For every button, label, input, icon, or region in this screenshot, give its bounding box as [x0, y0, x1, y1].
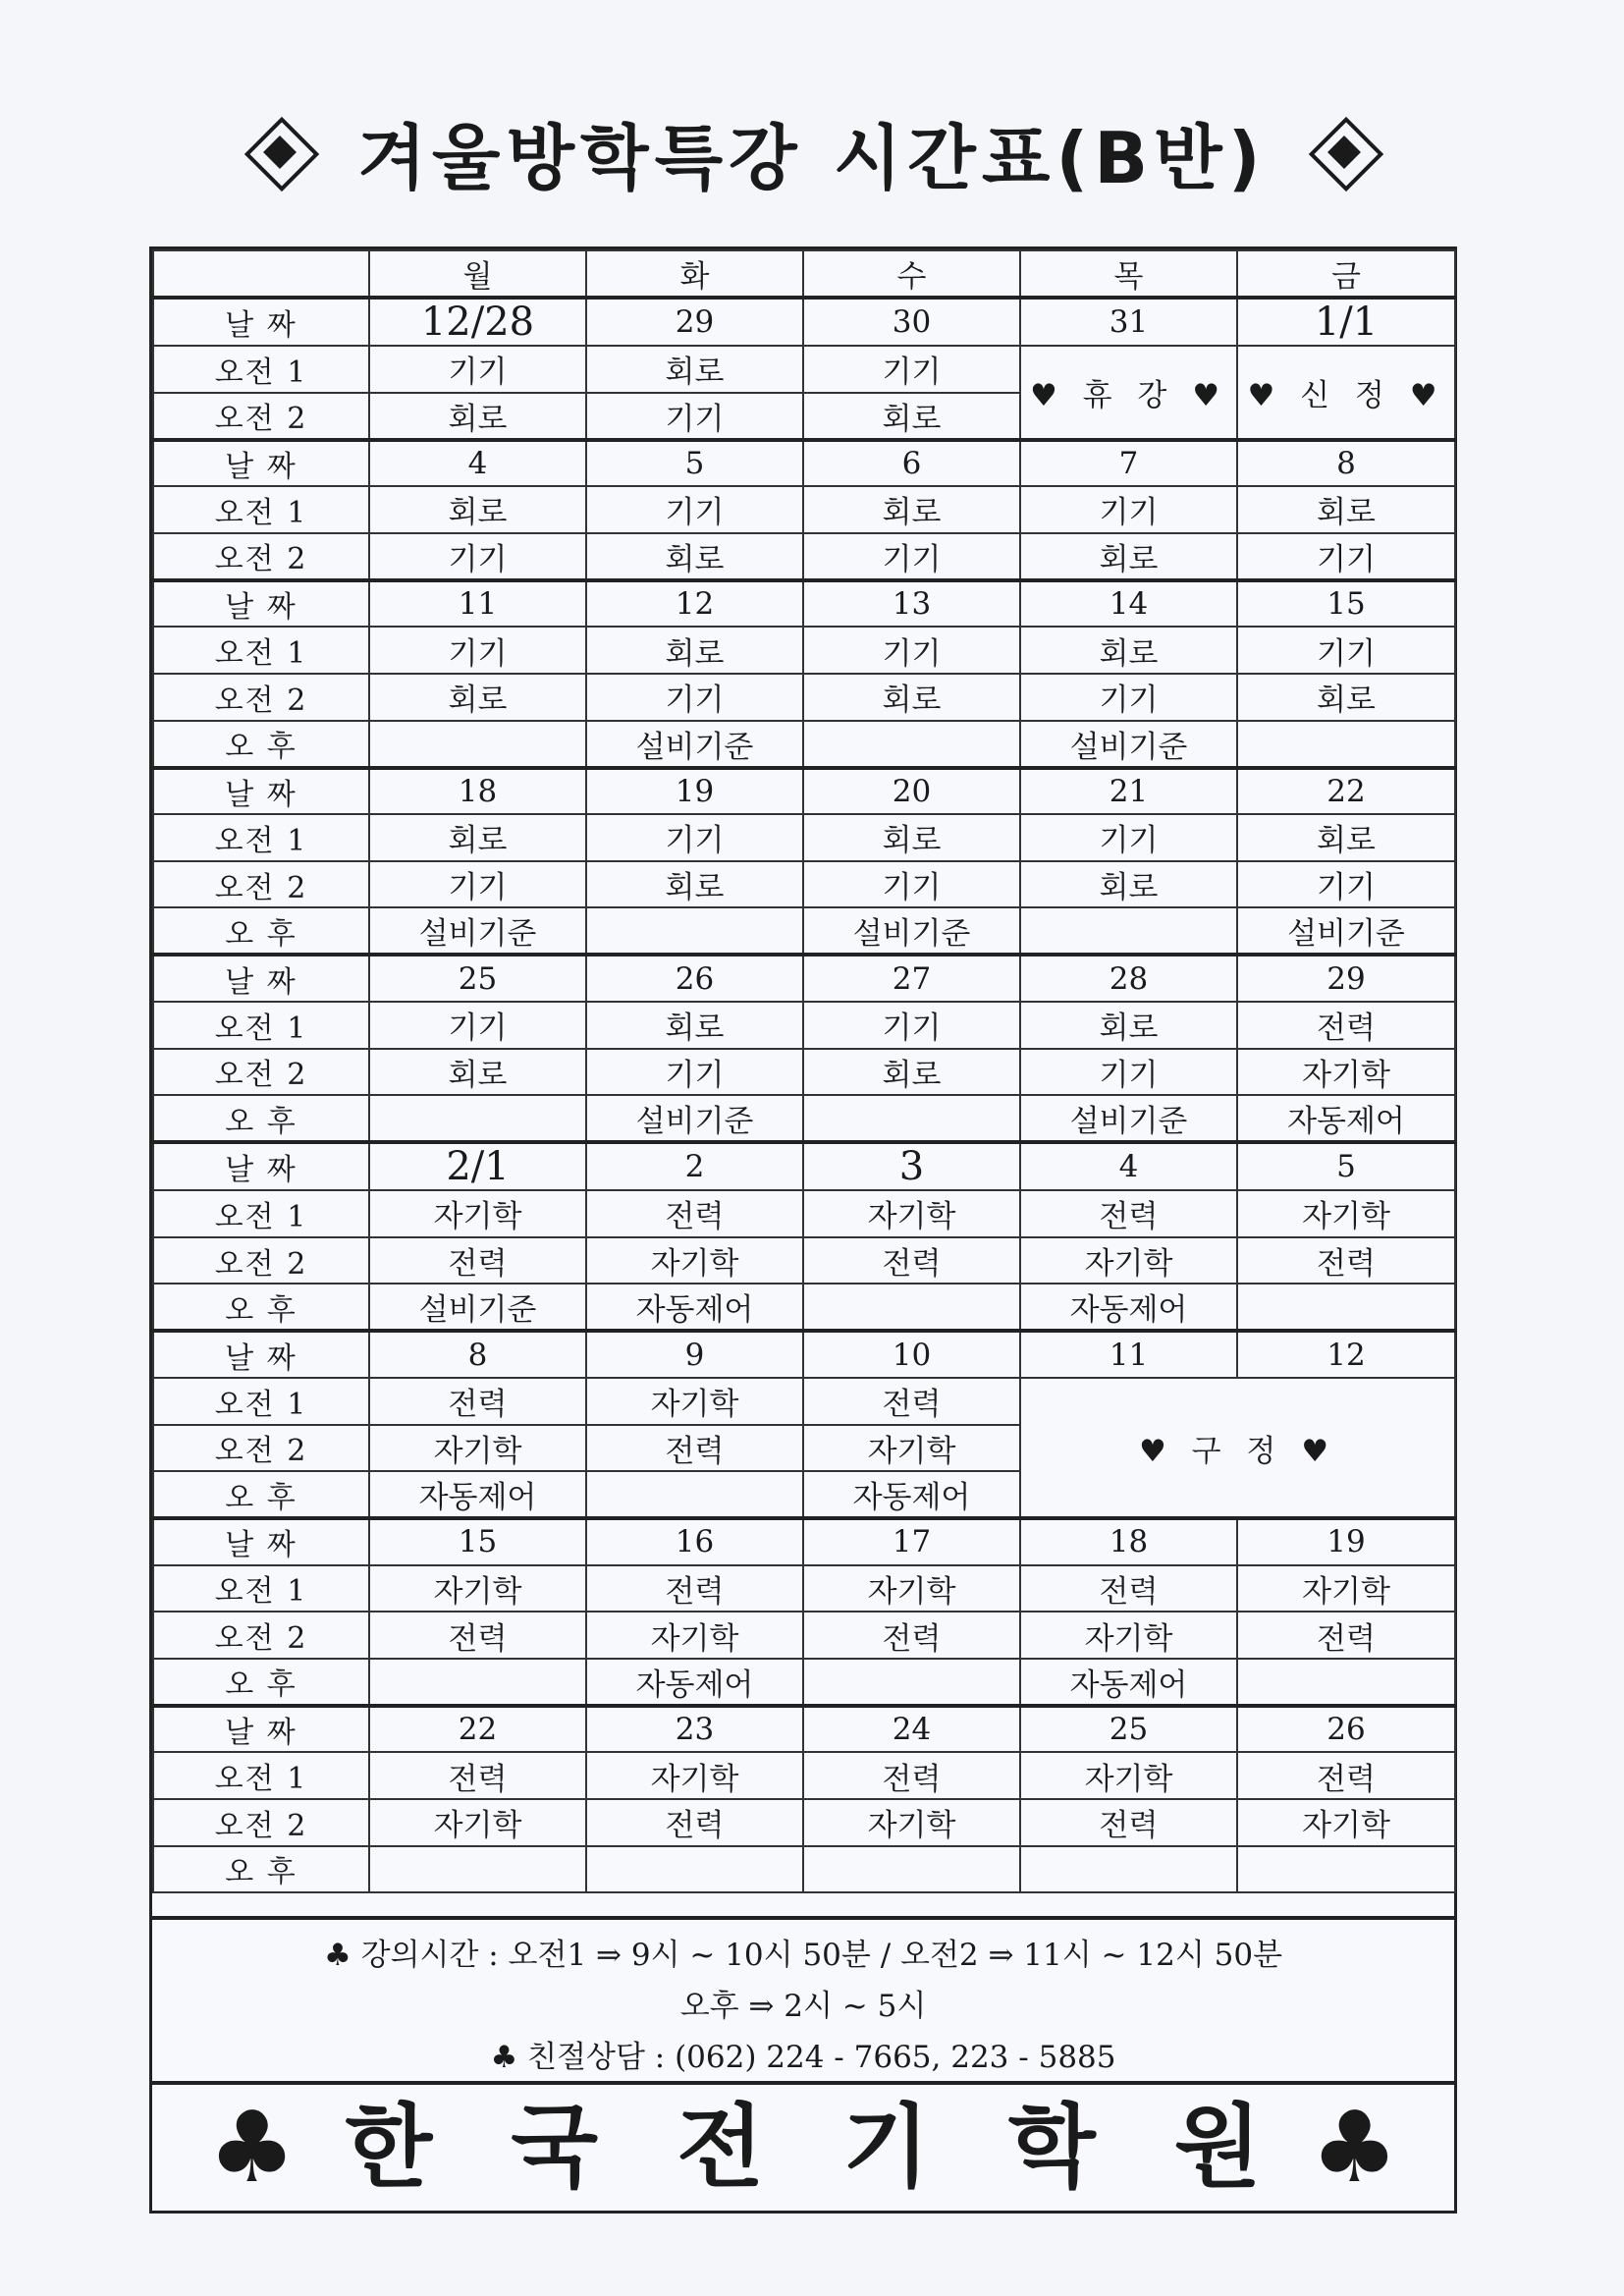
- subject-cell: 자동제어: [1237, 1095, 1455, 1142]
- subject-cell: 설비기준: [1020, 1095, 1237, 1142]
- date-cell: 26: [1237, 1706, 1455, 1753]
- subject-cell: 자동제어: [369, 1471, 586, 1518]
- table-row: [153, 1752, 1455, 1799]
- subject-cell: 자기학: [369, 1425, 586, 1472]
- subject-cell: [803, 1284, 1020, 1331]
- lecture-time-line: [152, 1930, 1454, 1974]
- row-label-pm: 오 후: [153, 1095, 369, 1142]
- row-label-am2: 오전 2: [153, 393, 369, 440]
- lecture-time-text: 강의시간 : 오전1 ⇒ 9시 ~ 10시 50분 / 오전2 ⇒ 11시 ~ 12시 50분: [360, 1938, 1283, 1973]
- table-row: [153, 721, 1455, 768]
- subject-cell: [369, 1659, 586, 1706]
- afternoon-time-line: [152, 1981, 1454, 2025]
- subject-cell: [369, 1095, 586, 1142]
- academy-name-char: 기: [842, 2095, 930, 2200]
- date-cell: 6: [803, 440, 1020, 487]
- row-label-am2: 오전 2: [153, 1425, 369, 1472]
- subject-cell: [1020, 907, 1237, 955]
- date-cell: 29: [586, 298, 803, 346]
- subject-cell: 자기학: [1020, 1237, 1237, 1285]
- subject-cell: 설비기준: [369, 1284, 586, 1331]
- subject-cell: 회로: [803, 393, 1020, 440]
- subject-cell: [1237, 721, 1455, 768]
- date-cell: 13: [803, 580, 1020, 628]
- date-cell: 31: [1020, 298, 1237, 346]
- subject-cell: 자기학: [369, 1190, 586, 1237]
- date-cell: 2: [586, 1142, 803, 1190]
- subject-cell: 전력: [369, 1237, 586, 1285]
- subject-cell: 회로: [1020, 1002, 1237, 1049]
- date-cell: 8: [1237, 440, 1455, 487]
- row-label-pm: 오 후: [153, 1846, 369, 1893]
- subject-cell: 자동제어: [803, 1471, 1020, 1518]
- day-header-wed: 수: [803, 250, 1020, 298]
- academy-name-char: 국: [511, 2095, 599, 2200]
- heart-icon: ♥: [1409, 377, 1445, 413]
- subject-cell: 기기: [803, 627, 1020, 674]
- date-cell: 7: [1020, 440, 1237, 487]
- subject-cell: 전력: [1237, 1612, 1455, 1659]
- date-cell: 12/28: [369, 298, 586, 346]
- club-icon: ♣: [207, 2090, 297, 2205]
- afternoon-time-text: 오후 ⇒ 2시 ~ 5시: [679, 1989, 927, 2024]
- date-cell: 15: [369, 1518, 586, 1565]
- subject-cell: 회로: [1237, 486, 1455, 533]
- subject-cell: 전력: [1237, 1237, 1455, 1285]
- page-title-row: [0, 93, 1624, 211]
- date-cell: 15: [1237, 580, 1455, 628]
- date-cell: 12: [1237, 1331, 1455, 1378]
- subject-cell: [1237, 1846, 1455, 1893]
- subject-cell: 설비기준: [586, 1095, 803, 1142]
- subject-cell: 회로: [586, 346, 803, 393]
- date-cell: 25: [1020, 1706, 1237, 1753]
- date-cell: 22: [1237, 768, 1455, 815]
- row-label-pm: 오 후: [153, 1284, 369, 1331]
- subject-cell: 전력: [803, 1752, 1020, 1799]
- subject-cell: 자동제어: [586, 1284, 803, 1331]
- subject-cell: 기기: [369, 1002, 586, 1049]
- date-cell: 14: [1020, 580, 1237, 628]
- row-label-date: 날 짜: [153, 768, 369, 815]
- table-row: [153, 1237, 1455, 1285]
- subject-cell: 전력: [1020, 1799, 1237, 1846]
- subject-cell: 자기학: [803, 1799, 1020, 1846]
- date-cell: 4: [369, 440, 586, 487]
- subject-cell: [1237, 1284, 1455, 1331]
- subject-cell: 기기: [803, 533, 1020, 580]
- subject-cell: 기기: [1020, 1049, 1237, 1096]
- info-section: [152, 1916, 1454, 2081]
- subject-cell: 회로: [803, 486, 1020, 533]
- date-cell: 11: [1020, 1331, 1237, 1378]
- date-cell: 16: [586, 1518, 803, 1565]
- subject-cell: 자기학: [803, 1190, 1020, 1237]
- date-cell: 18: [1020, 1518, 1237, 1565]
- subject-cell: 자기학: [803, 1565, 1020, 1613]
- subject-cell: 회로: [369, 486, 586, 533]
- club-icon: ♣: [323, 1938, 352, 1973]
- subject-cell: 전력: [803, 1237, 1020, 1285]
- subject-cell: [1237, 1659, 1455, 1706]
- subject-cell: 회로: [586, 1002, 803, 1049]
- schedule-frame: [149, 246, 1457, 2214]
- subject-cell: 전력: [803, 1612, 1020, 1659]
- subject-cell: 회로: [1020, 533, 1237, 580]
- table-row: [153, 1659, 1455, 1706]
- table-row: [153, 1002, 1455, 1049]
- subject-cell: 회로: [369, 1049, 586, 1096]
- subject-cell: 회로: [369, 393, 586, 440]
- academy-name-char: 한: [345, 2095, 433, 2200]
- subject-cell: 자기학: [1237, 1565, 1455, 1613]
- subject-cell: 설비기준: [1020, 721, 1237, 768]
- table-header-row: [153, 250, 1455, 298]
- row-label-am2: 오전 2: [153, 1049, 369, 1096]
- heart-icon: ♥: [1192, 377, 1228, 413]
- row-label-am2: 오전 2: [153, 861, 369, 908]
- subject-cell: 기기: [369, 533, 586, 580]
- subject-cell: 회로: [369, 814, 586, 861]
- diamond-icon: [249, 122, 310, 183]
- day-header-tue: 화: [586, 250, 803, 298]
- subject-cell: 기기: [803, 861, 1020, 908]
- subject-cell: 회로: [586, 533, 803, 580]
- subject-cell: [1020, 1846, 1237, 1893]
- subject-cell: 전력: [586, 1799, 803, 1846]
- row-label-date: 날 짜: [153, 1706, 369, 1753]
- subject-cell: [586, 1846, 803, 1893]
- day-header-mon: 월: [369, 250, 586, 298]
- date-cell: 19: [1237, 1518, 1455, 1565]
- table-row: [153, 1706, 1455, 1753]
- subject-cell: [803, 1095, 1020, 1142]
- subject-cell: 자기학: [586, 1752, 803, 1799]
- date-cell: 11: [369, 580, 586, 628]
- subject-cell: 자기학: [803, 1425, 1020, 1472]
- table-row: [153, 955, 1455, 1002]
- subject-cell: 전력: [1020, 1565, 1237, 1613]
- date-cell: 8: [369, 1331, 586, 1378]
- holiday-label: 휴 강: [1082, 377, 1175, 413]
- subject-cell: 회로: [1237, 674, 1455, 721]
- subject-cell: 기기: [586, 486, 803, 533]
- row-label-pm: 오 후: [153, 1471, 369, 1518]
- subject-cell: 회로: [1020, 861, 1237, 908]
- row-label-date: 날 짜: [153, 1142, 369, 1190]
- row-label-am1: 오전 1: [153, 1565, 369, 1613]
- date-cell: 3: [803, 1142, 1020, 1190]
- subject-cell: 전력: [1020, 1190, 1237, 1237]
- contact-text: 친절상담 : (062) 224 - 7665, 223 - 5885: [527, 2040, 1116, 2075]
- subject-cell: 전력: [803, 1378, 1020, 1425]
- row-label-pm: 오 후: [153, 907, 369, 955]
- contact-line: [152, 2032, 1454, 2076]
- table-row: [153, 1846, 1455, 1893]
- date-cell: 26: [586, 955, 803, 1002]
- subject-cell: 설비기준: [369, 907, 586, 955]
- date-cell: 1/1: [1237, 298, 1455, 346]
- heart-icon: ♥: [1029, 377, 1065, 413]
- day-header-thu: 목: [1020, 250, 1237, 298]
- date-cell: 24: [803, 1706, 1020, 1753]
- table-row: [153, 1565, 1455, 1613]
- date-cell: 17: [803, 1518, 1020, 1565]
- subject-cell: 전력: [586, 1565, 803, 1613]
- row-label-am1: 오전 1: [153, 486, 369, 533]
- table-row: [153, 814, 1455, 861]
- subject-cell: 기기: [1237, 627, 1455, 674]
- heart-icon: ♥: [1247, 377, 1283, 413]
- holiday-cell: [1020, 346, 1237, 440]
- club-icon: ♣: [1310, 2090, 1399, 2205]
- heart-icon: ♥: [1138, 1433, 1174, 1469]
- subject-cell: 설비기준: [1237, 907, 1455, 955]
- subject-cell: 자동제어: [1020, 1284, 1237, 1331]
- subject-cell: [803, 721, 1020, 768]
- row-label-am2: 오전 2: [153, 1612, 369, 1659]
- row-label-date: 날 짜: [153, 1331, 369, 1378]
- subject-cell: 회로: [586, 861, 803, 908]
- subject-cell: 기기: [803, 346, 1020, 393]
- row-label-am1: 오전 1: [153, 1378, 369, 1425]
- table-row: [153, 1095, 1455, 1142]
- subject-cell: 회로: [369, 674, 586, 721]
- subject-cell: 자기학: [369, 1799, 586, 1846]
- subject-cell: [586, 1471, 803, 1518]
- subject-cell: 기기: [369, 627, 586, 674]
- table-row: [153, 1518, 1455, 1565]
- subject-cell: 자기학: [1237, 1799, 1455, 1846]
- date-cell: 12: [586, 580, 803, 628]
- holiday-cell: [1237, 346, 1455, 440]
- day-header-fri: 금: [1237, 250, 1455, 298]
- academy-name-char: 원: [1173, 2095, 1262, 2200]
- table-row: [153, 1378, 1455, 1425]
- table-row: [153, 907, 1455, 955]
- row-label-am1: 오전 1: [153, 1002, 369, 1049]
- table-row: [153, 580, 1455, 628]
- subject-cell: 기기: [1020, 486, 1237, 533]
- subject-cell: 자기학: [1020, 1752, 1237, 1799]
- subject-cell: 전력: [369, 1378, 586, 1425]
- date-cell: 19: [586, 768, 803, 815]
- subject-cell: 자기학: [1020, 1612, 1237, 1659]
- subject-cell: 전력: [586, 1425, 803, 1472]
- date-cell: 4: [1020, 1142, 1237, 1190]
- academy-name-footer: [152, 2081, 1454, 2211]
- row-label-am1: 오전 1: [153, 627, 369, 674]
- date-cell: 5: [1237, 1142, 1455, 1190]
- subject-cell: 회로: [1020, 627, 1237, 674]
- subject-cell: 회로: [803, 1049, 1020, 1096]
- row-label-am1: 오전 1: [153, 1190, 369, 1237]
- subject-cell: 설비기준: [803, 907, 1020, 955]
- table-row: [153, 674, 1455, 721]
- date-cell: 20: [803, 768, 1020, 815]
- row-label-am2: 오전 2: [153, 533, 369, 580]
- subject-cell: 회로: [586, 627, 803, 674]
- row-label-pm: 오 후: [153, 1659, 369, 1706]
- subject-cell: [803, 1659, 1020, 1706]
- table-row: [153, 1190, 1455, 1237]
- subject-cell: 기기: [586, 814, 803, 861]
- subject-cell: [586, 907, 803, 955]
- date-cell: 27: [803, 955, 1020, 1002]
- subject-cell: 회로: [803, 674, 1020, 721]
- subject-cell: 전력: [369, 1752, 586, 1799]
- table-row: [153, 627, 1455, 674]
- subject-cell: 기기: [369, 861, 586, 908]
- subject-cell: 회로: [803, 814, 1020, 861]
- subject-cell: [803, 1846, 1020, 1893]
- club-icon: ♣: [490, 2040, 518, 2075]
- row-label-am2: 오전 2: [153, 1799, 369, 1846]
- date-cell: 10: [803, 1331, 1020, 1378]
- subject-cell: 기기: [586, 674, 803, 721]
- table-row: [153, 440, 1455, 487]
- subject-cell: 전력: [586, 1190, 803, 1237]
- subject-cell: 설비기준: [586, 721, 803, 768]
- date-cell: 25: [369, 955, 586, 1002]
- table-row: [153, 533, 1455, 580]
- holiday-label: 신 정: [1300, 377, 1392, 413]
- row-label-date: 날 짜: [153, 1518, 369, 1565]
- subject-cell: [369, 1846, 586, 1893]
- row-label-am1: 오전 1: [153, 346, 369, 393]
- subject-cell: 기기: [1020, 674, 1237, 721]
- heart-icon: ♥: [1301, 1433, 1337, 1469]
- subject-cell: 자기학: [586, 1378, 803, 1425]
- date-cell: 5: [586, 440, 803, 487]
- table-row: [153, 861, 1455, 908]
- diamond-icon: [1314, 122, 1375, 183]
- subject-cell: 자동제어: [586, 1659, 803, 1706]
- subject-cell: 기기: [1237, 533, 1455, 580]
- date-cell: 22: [369, 1706, 586, 1753]
- date-cell: 2/1: [369, 1142, 586, 1190]
- table-row: [153, 486, 1455, 533]
- row-label-date: 날 짜: [153, 580, 369, 628]
- table-row: [153, 1331, 1455, 1378]
- subject-cell: 기기: [369, 346, 586, 393]
- date-cell: 28: [1020, 955, 1237, 1002]
- holiday-cell: [1020, 1378, 1455, 1518]
- table-row: [153, 1612, 1455, 1659]
- subject-cell: 기기: [586, 393, 803, 440]
- subject-cell: 전력: [1237, 1002, 1455, 1049]
- subject-cell: 회로: [1237, 814, 1455, 861]
- date-cell: 30: [803, 298, 1020, 346]
- subject-cell: 기기: [1237, 861, 1455, 908]
- subject-cell: 기기: [586, 1049, 803, 1096]
- date-cell: 21: [1020, 768, 1237, 815]
- table-row: [153, 768, 1455, 815]
- date-cell: 9: [586, 1331, 803, 1378]
- header-corner: [153, 250, 369, 298]
- holiday-label: 구 정: [1191, 1433, 1284, 1469]
- subject-cell: 자기학: [1237, 1190, 1455, 1237]
- date-cell: 18: [369, 768, 586, 815]
- table-row: [153, 1142, 1455, 1190]
- subject-cell: 자기학: [369, 1565, 586, 1613]
- schedule-table: [152, 249, 1456, 1893]
- row-label-am1: 오전 1: [153, 1752, 369, 1799]
- row-label-am2: 오전 2: [153, 674, 369, 721]
- table-row: [153, 298, 1455, 346]
- row-label-date: 날 짜: [153, 298, 369, 346]
- row-label-date: 날 짜: [153, 955, 369, 1002]
- date-cell: 23: [586, 1706, 803, 1753]
- subject-cell: 자기학: [586, 1612, 803, 1659]
- table-row: [153, 1799, 1455, 1846]
- table-row: [153, 1284, 1455, 1331]
- academy-name-char: 전: [677, 2095, 764, 2200]
- table-row: [153, 1049, 1455, 1096]
- table-row: [153, 346, 1455, 393]
- subject-cell: 자기학: [586, 1237, 803, 1285]
- subject-cell: 기기: [1020, 814, 1237, 861]
- subject-cell: 자동제어: [1020, 1659, 1237, 1706]
- academy-name-char: 학: [1007, 2095, 1096, 2200]
- page-title: 겨울방학특강 시간표(B반): [357, 117, 1267, 199]
- date-cell: 29: [1237, 955, 1455, 1002]
- row-label-date: 날 짜: [153, 440, 369, 487]
- subject-cell: 기기: [803, 1002, 1020, 1049]
- subject-cell: 전력: [369, 1612, 586, 1659]
- subject-cell: 전력: [1237, 1752, 1455, 1799]
- subject-cell: 자기학: [1237, 1049, 1455, 1096]
- row-label-pm: 오 후: [153, 721, 369, 768]
- subject-cell: [369, 721, 586, 768]
- row-label-am2: 오전 2: [153, 1237, 369, 1285]
- row-label-am1: 오전 1: [153, 814, 369, 861]
